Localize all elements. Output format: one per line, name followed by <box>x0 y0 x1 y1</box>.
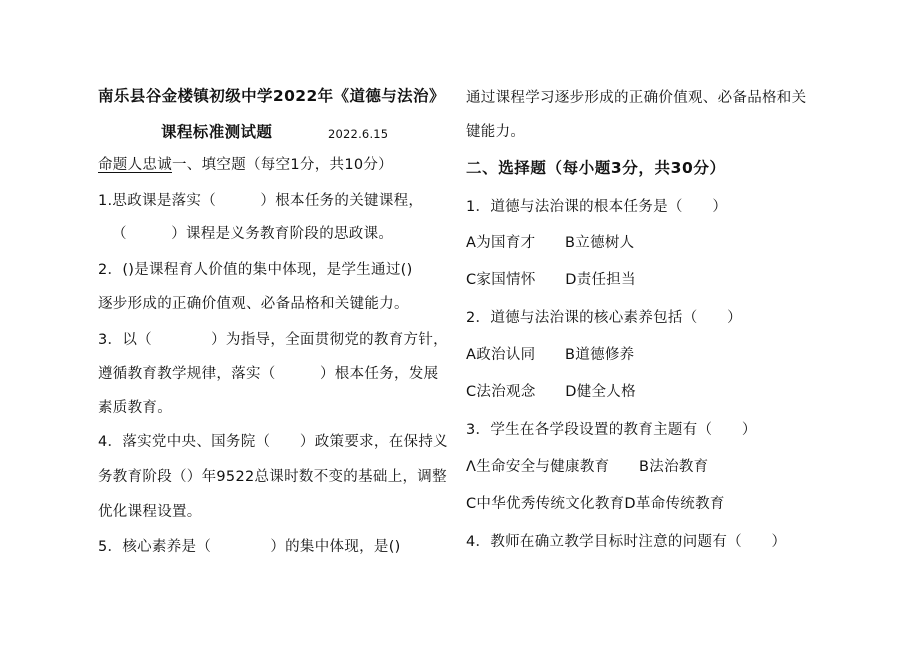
q3-line1: 3．以（ ）为指导，全面贯彻党的教育方针， <box>98 332 448 348</box>
author-and-section-1 <box>98 155 393 175</box>
q4-line1: 4．落实党中央、国务院（ ）政策要求，在保持义 <box>98 434 448 450</box>
choice-q1-options-ab: A为国育才 B立德树人 <box>466 235 635 251</box>
section-1-heading: 一、填空题（每空1分，共10分） <box>172 157 393 173</box>
author-label: 命题人忠诚 <box>98 157 172 173</box>
q5-line1: 5．核心素养是（ ）的集中体现，是() <box>98 539 401 555</box>
q1-line2: （ ）课程是义务教育阶段的思政课。 <box>112 226 394 242</box>
choice-q1-options-cd: C家国情怀 D责任担当 <box>466 272 636 288</box>
q3-line2: 遵循教育教学规律，落实（ ）根本任务，发展 <box>98 366 439 382</box>
q4-line3: 优化课程设置。 <box>98 504 202 520</box>
choice-q2-options-ab: A政治认同 B道德修养 <box>466 347 635 363</box>
choice-q4: 4．教师在确立教学目标时注意的问题有（ ） <box>466 534 787 550</box>
q1-line1: 1.思政课是落实（ ）根本任务的关键课程， <box>98 193 424 209</box>
q4-line2: 务教育阶段（）年9522总课时数不变的基础上，调整 <box>98 469 447 485</box>
exam-title-line2: 课程标准测试题 <box>161 123 273 141</box>
choice-q3-options-cd: C中华优秀传统文化教育D革命传统教育 <box>466 496 725 512</box>
q2-line2: 逐步形成的正确价值观、必备品格和关键能力。 <box>98 296 409 312</box>
choice-q3-options-ab: Λ生命安全与健康教育 B法治教育 <box>466 459 709 475</box>
choice-q3: 3．学生在各学段设置的教育主题有（ ） <box>466 422 757 438</box>
choice-q2-options-cd: C法治观念 D健全人格 <box>466 384 636 400</box>
q2-line1: 2．()是课程育人价值的集中体现，是学生通过() <box>98 262 413 278</box>
q5-line2: 通过课程学习逐步形成的正确价值观、必备品格和关 <box>466 90 807 106</box>
exam-date: 2022.6.15 <box>328 127 389 141</box>
exam-title-line1: 南乐县谷金楼镇初级中学2022年《道德与法治》 <box>98 87 445 105</box>
section-2-heading: 二、选择题（每小题3分，共30分） <box>466 159 726 177</box>
q5-line3: 键能力。 <box>466 124 526 140</box>
choice-q2: 2．道德与法治课的核心素养包括（ ） <box>466 310 742 326</box>
choice-q1: 1．道德与法治课的根本任务是（ ） <box>466 199 728 215</box>
q3-line3: 素质教育。 <box>98 400 172 416</box>
